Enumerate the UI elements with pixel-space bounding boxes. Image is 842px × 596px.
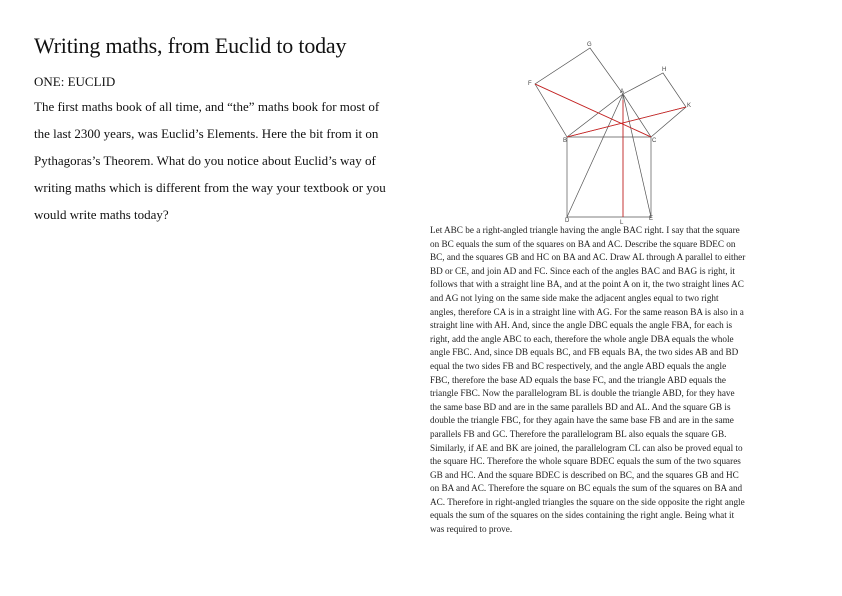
intro-line: would write maths today? [34,207,169,222]
proof-line: angle FBC. And, since DB equals BC, and FB equals BA, the two sides AB and BD [430,347,739,358]
intro-line: the last 2300 years, was Euclid’s Elements. Here the bit from it on [34,126,379,141]
proof-line: FBC, therefore the base AD equals the base FC, and the triangle ABD equals the [430,374,726,385]
proof-line: double the triangle FBC, for they again have the same base FB and are in the same [430,415,734,426]
page-title: Writing maths, from Euclid to today [34,33,347,58]
proof-line: BD or CE, and join AD and FC. Since each of the angles BAC and BAG is right, it [430,265,735,276]
intro-paragraph [34,93,424,228]
label-f: F [528,81,532,87]
section-heading: ONE: EUCLID [34,74,116,89]
proof-line: Let ABC be a right-angled triangle having the angle BAC right. I say that the square [430,225,740,235]
proof-line: GB and HC. And the square BDEC is described on BC, and the squares GB and HC [430,469,739,480]
proof-line: on BC equals the sum of the squares on BA and AC. Describe the square BDEC on [430,238,736,249]
square-bdec [567,137,651,217]
point-labels [528,42,691,226]
pythagoras-diagram [520,38,700,230]
label-g: G [587,42,592,48]
intro-line: The first maths book of all time, and “the” maths book for most of [34,99,380,114]
label-a: A [620,89,625,95]
proof-line: AC. Therefore in right-angled triangles the square on the side opposite the right angle [430,496,745,507]
proof-text [430,224,810,537]
label-l: L [620,220,624,226]
label-k: K [687,103,692,109]
intro-line: writing maths which is different from the way your textbook or you [34,180,386,195]
label-e: E [649,216,654,222]
proof-line: triangle FBC. Now the parallelogram BL is double the triangle ABD, for they have [430,388,735,399]
square-hc [623,73,686,137]
label-h: H [662,67,667,73]
proof-line: and AG not lying on the same side make the adjacent angles equal to two right [430,292,719,303]
proof-line: BC, and the squares GB and HC on BA and AC. Draw AL through A parallel to either [430,252,746,263]
proof-line: right, add the angle ABC to each, therefore the whole angle DBA equals the whole [430,333,734,344]
proof-line: the same base BD and are in the same parallels BD and AL. And the square GB is [430,401,731,412]
proof-line: Similarly, if AE and BK are joined, the parallelogram CL can also be proved equal to [430,442,743,453]
proof-line: straight line with AH. And, since the angle DBC equals the angle FBA, for each is [430,320,733,331]
proof-line: parallels FB and GC. Therefore the parallelogram BL also equals the square GB. [430,428,727,439]
proof-line: equals the sum of the squares on the sides containing the right angle. Being what it [430,510,735,521]
proof-line: the square HC. Therefore the whole square BDEC equals the sum of the two squares [430,456,741,467]
label-b: B [563,138,568,144]
proof-line: angles, therefore CA is in a straight line with AG. For the same reason BA is also in a [430,306,744,317]
label-d: D [565,218,570,224]
line-ae [623,94,651,217]
proof-line: was required to prove. [430,524,513,535]
black-construction-lines [535,48,686,217]
line-ad [567,94,623,217]
intro-line: Pythagoras’s Theorem. What do you notice about Euclid’s way of [34,153,376,168]
label-c: C [652,138,657,144]
proof-line: on BA and AC. Therefore the square on BC equals the sum of the squares on BA and [430,483,743,494]
proof-line: follows that with a straight line BA, and at the point A on it, the two straight lines AC [430,279,744,290]
proof-line: equal the two sides FB and BC respectively, and the angle ABD equals the angle [430,360,727,371]
